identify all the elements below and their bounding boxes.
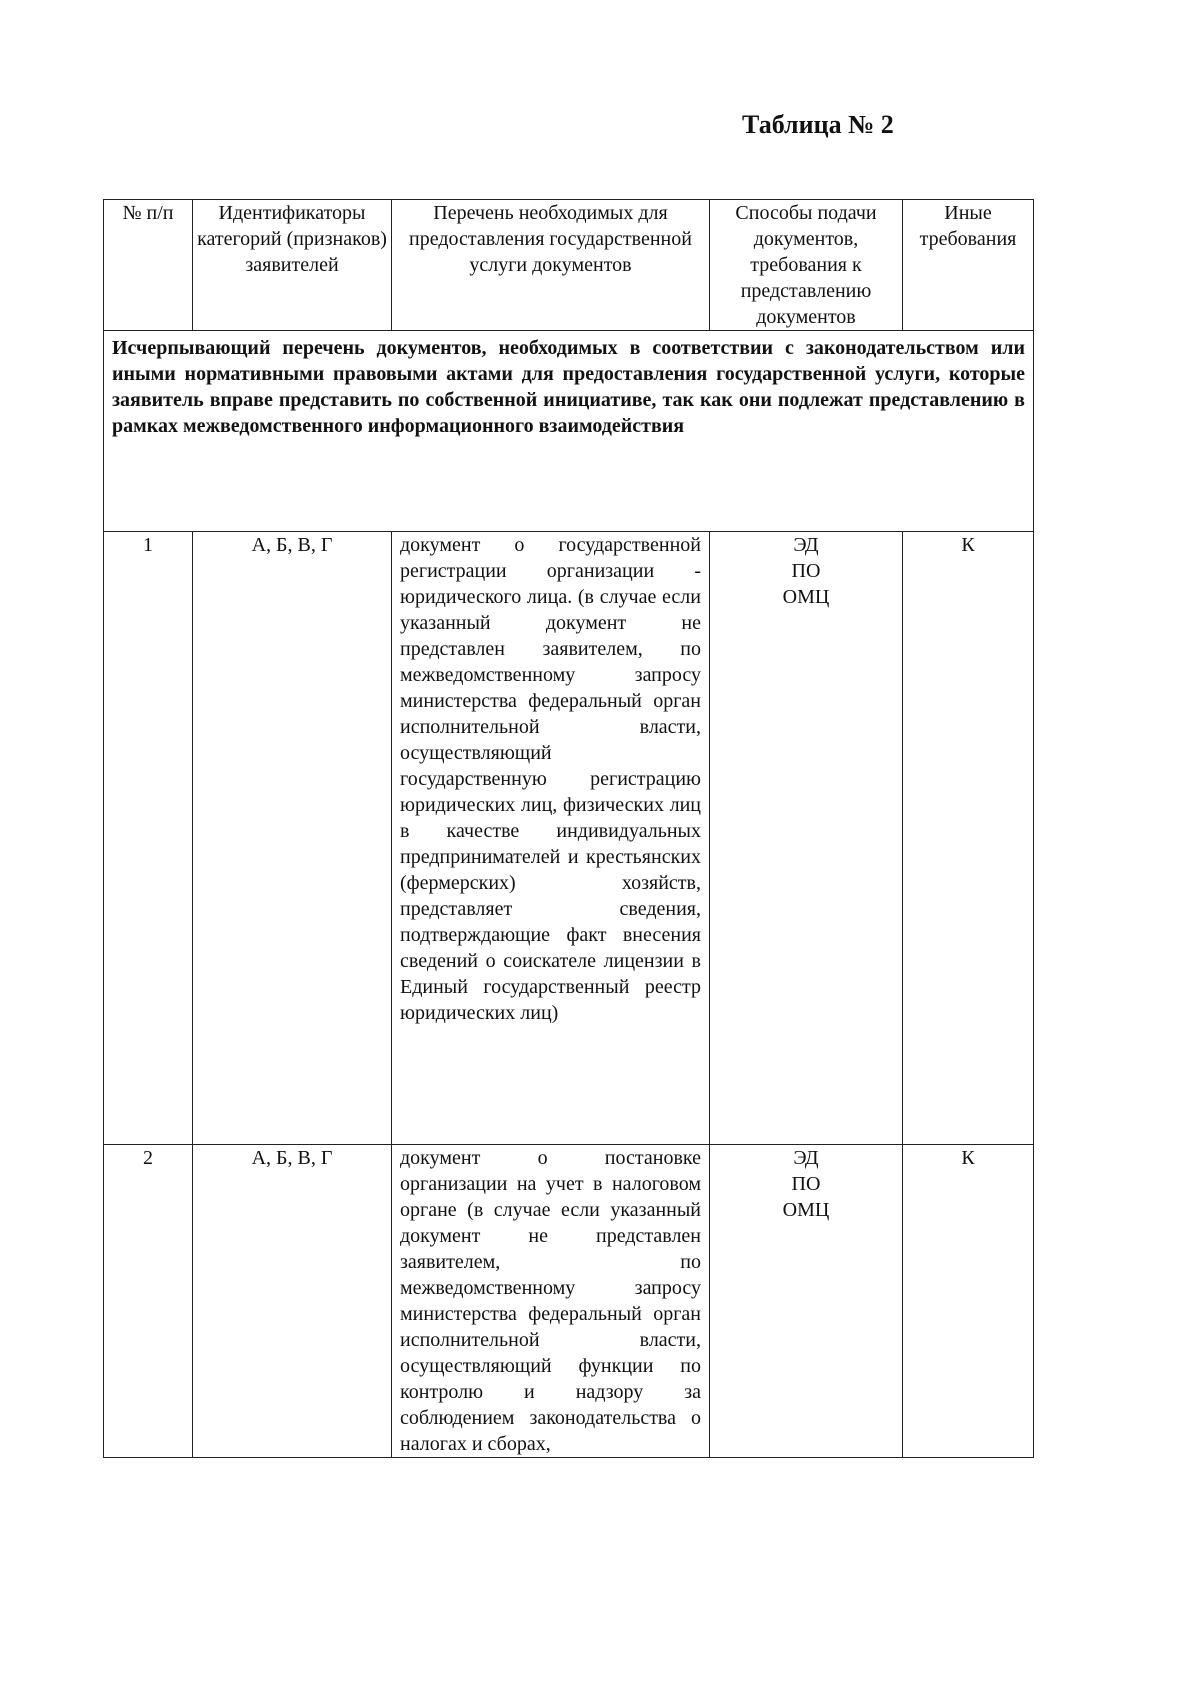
method-item: ПО [791,560,821,582]
method-item: ОМЦ [782,586,830,608]
row-number: 2 [104,1145,193,1458]
section-title: Исчерпывающий перечень документов, необходимых в соответствии с законодательством или иными нормативными правовыми актами для предоставления государственной услуги, которые заявитель вправе представить по собственной инициативе, так как они подлежат представлению в рамках межведомственного информационного взаимодействия [104,331,1034,532]
row-document: документ о государственной регистрации организации - юридического лица. (в случае если указанный документ не представлен заявителем, по межведомственному запросу министерства федеральный орган исполнительной власти, осуществляющий государственную регистрацию юридических лиц, физических лиц в качестве индивидуальных предпринимателей и крестьянских (фермерских) хозяйств, представляет сведения, подтверждающие факт внесения сведений о соискателе лицензии в Единый государственный реестр юридических лиц) [392,532,710,1145]
header-other-requirements: Иные требования [903,200,1034,331]
method-item: ПО [791,1173,821,1195]
header-identifiers: Идентификаторы категорий (признаков) заявителей [193,200,392,331]
method-item: ОМЦ [782,1199,830,1221]
header-number: № п/п [104,200,193,331]
row-identifiers: А, Б, В, Г [193,532,392,1145]
page-title: Таблица № 2 [742,110,894,139]
row-document: документ о постановке организации на учет в налоговом органе (в случае если указанный документ не представлен заявителем, по межведомственному запросу министерства федеральный орган исполнительной власти, осуществляющий функции по контролю и надзору за соблюдением законодательства о налогах и сборах, [392,1145,710,1458]
documents-table [103,199,1034,1458]
row-number: 1 [104,532,193,1145]
method-item: ЭД [793,1147,819,1169]
section-row [104,331,1034,532]
row-methods [710,532,903,1145]
row-other-requirements: К [903,532,1034,1145]
table-row [104,532,1034,1145]
table-header-row [104,200,1034,331]
header-methods: Способы подачи документов, требования к представлению документов [710,200,903,331]
table-row [104,1145,1034,1458]
row-methods [710,1145,903,1458]
method-item: ЭД [793,534,819,556]
row-identifiers: А, Б, В, Г [193,1145,392,1458]
row-other-requirements: К [903,1145,1034,1458]
header-documents: Перечень необходимых для предоставления государственной услуги документов [392,200,710,331]
